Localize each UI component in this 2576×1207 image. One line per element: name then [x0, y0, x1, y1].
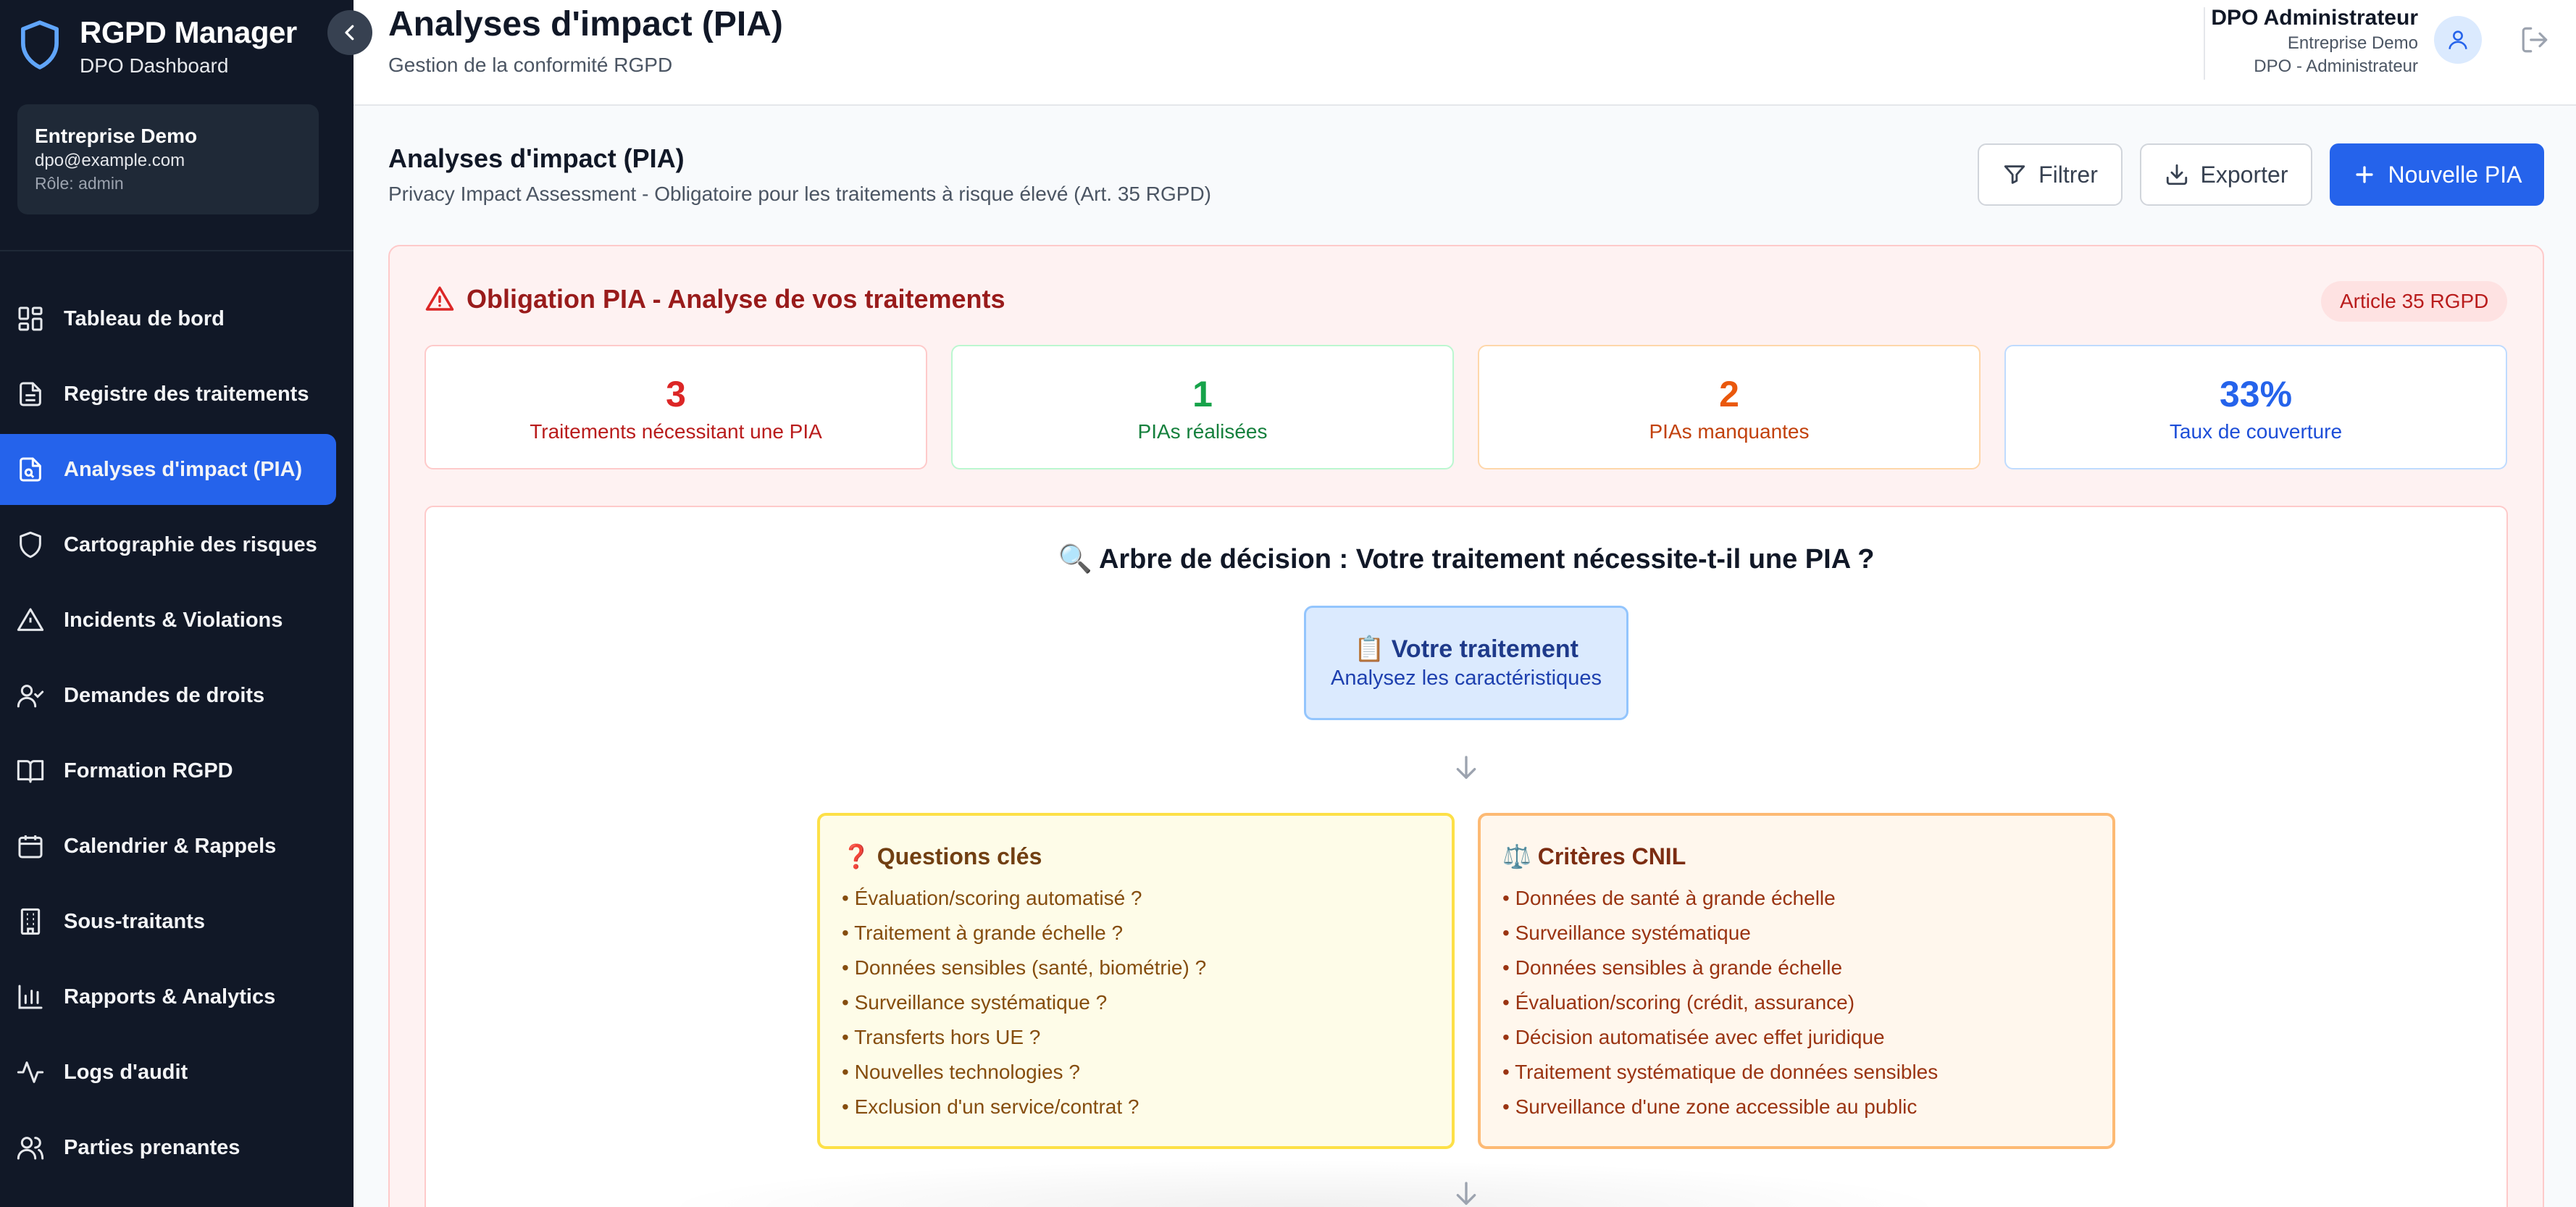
sidebar-item-label: Sous-traitants [64, 909, 205, 933]
sidebar-item-dashboard[interactable] [0, 283, 336, 354]
sidebar-item-rapports[interactable] [0, 961, 336, 1032]
sidebar-item-label: Formation RGPD [64, 759, 233, 782]
article-badge: Article 35 RGPD [2321, 281, 2507, 322]
org-email: dpo@example.com [35, 151, 185, 170]
arrow-down-icon [1452, 752, 1481, 784]
filter-button[interactable] [1978, 143, 2123, 206]
pia-obligation-title [425, 284, 1005, 314]
avatar[interactable] [2434, 16, 2482, 64]
organization-card [17, 104, 319, 214]
list-item: • Évaluation/scoring (crédit, assurance) [1502, 991, 1855, 1014]
stat-card-missing [1478, 345, 1981, 469]
new-pia-button[interactable] [2330, 143, 2544, 206]
page-subtitle: Gestion de la conformité RGPD [388, 54, 673, 76]
export-button-label: Exporter [2200, 161, 2288, 188]
list-item: • Traitement à grande échelle ? [842, 922, 1124, 944]
shield-icon [16, 530, 45, 559]
collapse-sidebar-button[interactable] [327, 10, 372, 55]
sidebar-item-logs[interactable] [0, 1037, 336, 1108]
user-role: DPO - Administrateur [2254, 57, 2418, 76]
sidebar-item-label: Incidents & Violations [64, 608, 283, 632]
sidebar-item-label: Parties prenantes [64, 1135, 241, 1159]
brand[interactable] [17, 14, 297, 80]
start-node[interactable] [1304, 606, 1628, 720]
user-org: Entreprise Demo [2287, 33, 2418, 53]
list-item: • Nouvelles technologies ? [842, 1061, 1080, 1083]
sidebar-item-droits[interactable] [0, 660, 336, 731]
book-icon [16, 756, 45, 785]
scroll-shadow [652, 1159, 1956, 1207]
stat-card-required [425, 345, 927, 469]
org-role: Rôle: admin [35, 174, 124, 193]
export-button[interactable] [2140, 143, 2312, 206]
brand-subtitle: DPO Dashboard [80, 54, 229, 77]
sidebar-item-label: Demandes de droits [64, 683, 265, 707]
list-item: • Surveillance systématique [1502, 922, 1751, 944]
brand-title: RGPD Manager [80, 15, 297, 49]
user-name: DPO Administrateur [2211, 6, 2418, 30]
users-icon [16, 1133, 45, 1162]
user-check-icon [16, 681, 45, 710]
chevron-left-icon [339, 22, 361, 43]
cnil-criteria-title: ⚖️ Critères CNIL [1502, 843, 1686, 869]
stat-card-coverage [2004, 345, 2507, 469]
sidebar-divider [0, 250, 354, 251]
stat-value: 33% [2219, 374, 2293, 414]
list-item: • Données sensibles à grande échelle [1502, 956, 1843, 979]
logout-icon[interactable] [2519, 25, 2550, 55]
start-node-subtitle: Analysez les caractéristiques [1331, 667, 1602, 690]
file-text-icon [16, 380, 45, 409]
list-item: • Exclusion d'un service/contrat ? [842, 1095, 1139, 1118]
sidebar-item-formation[interactable] [0, 735, 336, 806]
section-title: Analyses d'impact (PIA) [388, 143, 685, 173]
key-questions-box [817, 813, 1455, 1149]
filter-button-label: Filtrer [2038, 161, 2098, 188]
sidebar-item-label: Logs d'audit [64, 1060, 188, 1084]
user-icon [2446, 28, 2470, 52]
sidebar-item-risques[interactable] [0, 509, 336, 580]
stat-label: PIAs réalisées [1137, 420, 1268, 443]
filter-icon [2002, 162, 2027, 187]
sidebar-item-label: Registre des traitements [64, 382, 309, 406]
sidebar-item-label: Cartographie des risques [64, 532, 317, 556]
stat-value: 1 [1192, 374, 1213, 414]
sidebar [0, 0, 354, 1207]
key-questions-title: ❓ Questions clés [842, 843, 1042, 869]
stat-label: Traitements nécessitant une PIA [530, 420, 822, 443]
sidebar-item-parties[interactable] [0, 1112, 336, 1183]
section-subtitle: Privacy Impact Assessment - Obligatoire pour les traitements à risque élevé (Art. 35 RGPD) [388, 183, 1211, 205]
new-pia-button-label: Nouvelle PIA [2388, 161, 2522, 188]
sidebar-item-sous-traitants[interactable] [0, 886, 336, 957]
org-name: Entreprise Demo [35, 125, 198, 147]
sidebar-item-registre[interactable] [0, 359, 336, 430]
plus-icon [2352, 162, 2377, 187]
list-item: • Surveillance systématique ? [842, 991, 1108, 1014]
page-title: Analyses d'impact (PIA) [388, 5, 783, 43]
sidebar-item-incidents[interactable] [0, 585, 336, 656]
list-item: • Transferts hors UE ? [842, 1026, 1041, 1048]
warning-icon [425, 284, 455, 314]
list-item: • Données sensibles (santé, biométrie) ? [842, 956, 1207, 979]
stat-card-done [951, 345, 1454, 469]
shield-logo-icon [17, 19, 62, 71]
top-header [354, 0, 2576, 106]
file-search-icon [16, 455, 45, 484]
list-item: • Décision automatisée avec effet juridique [1502, 1026, 1885, 1048]
download-icon [2165, 162, 2189, 187]
sidebar-item-label: Analyses d'impact (PIA) [64, 457, 303, 481]
list-item: • Surveillance d'une zone accessible au public [1502, 1095, 1918, 1118]
start-node-title: 📋 Votre traitement [1354, 635, 1578, 663]
sidebar-item-label: Calendrier & Rappels [64, 834, 277, 858]
stat-value: 2 [1719, 374, 1739, 414]
list-item: • Données de santé à grande échelle [1502, 887, 1836, 909]
bar-chart-icon [16, 982, 45, 1011]
sidebar-item-label: Tableau de bord [64, 306, 225, 330]
sidebar-item-label: Rapports & Analytics [64, 985, 276, 1008]
dashboard-icon [16, 304, 45, 333]
decision-tree-title: 🔍 Arbre de décision : Votre traitement nécessite-t-il une PIA ? [1058, 544, 1875, 575]
list-item: • Traitement systématique de données sensibles [1502, 1061, 1939, 1083]
pia-obligation-title-text: Obligation PIA - Analyse de vos traitements [467, 284, 1005, 314]
calendar-icon [16, 832, 45, 861]
activity-icon [16, 1058, 45, 1087]
warning-icon [16, 606, 45, 635]
sidebar-item-calendrier[interactable] [0, 811, 336, 882]
stat-label: PIAs manquantes [1649, 420, 1810, 443]
stat-label: Taux de couverture [2169, 420, 2343, 443]
header-divider [2204, 7, 2205, 80]
building-icon [16, 907, 45, 936]
sidebar-item-pia[interactable] [0, 434, 336, 505]
cnil-criteria-box [1478, 813, 2115, 1149]
arrow-down-icon [1452, 1178, 1481, 1207]
user-info [2211, 4, 2418, 78]
stat-value: 3 [666, 374, 686, 414]
list-item: • Évaluation/scoring automatisé ? [842, 887, 1142, 909]
